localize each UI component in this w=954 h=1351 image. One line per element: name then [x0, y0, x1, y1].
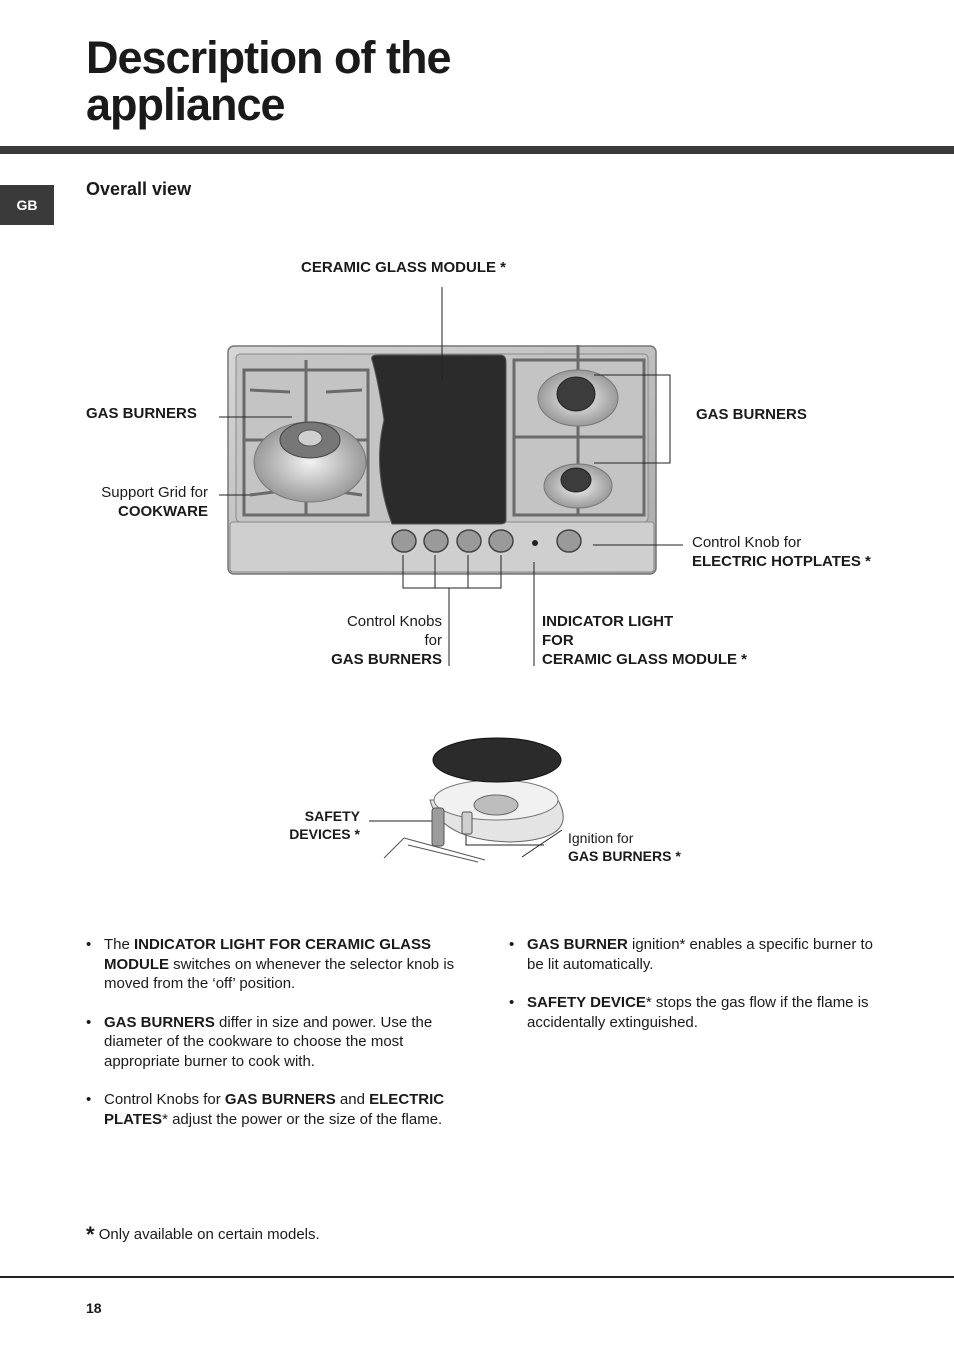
label-indicator-light-line-3: CERAMIC GLASS MODULE * — [542, 651, 748, 668]
label-support-grid — [60, 483, 208, 521]
bullet-bold-text: SAFETY DEVICE — [527, 994, 646, 1011]
label-ignition-line-1: Ignition for — [568, 830, 634, 846]
footnote-text: Only available on certain models. — [98, 1226, 320, 1243]
footnote-star: * — [86, 1222, 95, 1247]
label-support-grid-line-2: COOKWARE — [118, 503, 208, 520]
bullet-text: * stops the gas flow if the flame is accidentally extinguished. — [527, 994, 869, 1031]
label-control-knobs-gas-line-2: for — [424, 632, 442, 649]
label-control-knob-electric-line-1: Control Knob for — [692, 534, 802, 551]
label-control-knobs-gas-line-1: Control Knobs — [346, 613, 442, 630]
label-gas-burners-right: GAS BURNERS — [696, 406, 807, 423]
bullet-list-right — [509, 935, 889, 1051]
bullet-bold-text: INDICATOR LIGHT FOR CERAMIC GLASS MODULE — [104, 936, 431, 973]
ceramic-glass-module — [372, 355, 506, 524]
bullet-text: switches on whenever the selector knob is moved from the ‘off’ position. — [104, 955, 455, 992]
page-title-line-2: appliance — [86, 79, 285, 130]
left-gas-burners — [254, 422, 366, 502]
bullet-item — [86, 935, 466, 994]
bullet-bold-text: ELECTRIC PLATES — [104, 1091, 445, 1128]
burner-assembly — [384, 738, 563, 862]
label-indicator-light-line-2: FOR — [542, 632, 574, 649]
bullet-text: ignition* enables a specific burner to be lit automatically. — [527, 936, 873, 973]
language-tab: GB — [0, 185, 54, 225]
bullet-text: Control Knobs for — [104, 1091, 225, 1108]
label-ceramic-glass-module: CERAMIC GLASS MODULE * — [301, 259, 507, 276]
label-control-knob-electric — [692, 533, 871, 571]
label-control-knobs-gas-line-3: GAS BURNERS — [331, 651, 442, 668]
bullet-text: differ in size and power. Use the diameter of the cookware to choose the most appropriate burner to cook with. — [104, 1013, 433, 1070]
bullet-list-left — [86, 935, 466, 1148]
label-indicator-light-line-1: INDICATOR LIGHT — [542, 613, 674, 630]
label-safety-devices-line-2: DEVICES * — [289, 826, 360, 842]
bullet-text: * adjust the power or the size of the flame. — [162, 1110, 443, 1128]
label-control-knobs-gas — [290, 612, 442, 669]
bullet-bold-text: GAS BURNERS — [224, 1091, 336, 1108]
bullet-text: The — [104, 936, 135, 953]
bullet-item — [509, 935, 889, 974]
label-indicator-light — [542, 612, 747, 669]
label-control-knob-electric-line-2: ELECTRIC HOTPLATES * — [692, 553, 871, 570]
footnote — [86, 1222, 320, 1248]
footer-divider — [0, 1276, 954, 1278]
label-gas-burners-left: GAS BURNERS — [86, 405, 197, 422]
label-safety-devices-line-1: SAFETY — [304, 808, 360, 824]
label-safety-devices — [250, 807, 360, 843]
bullet-text: and — [335, 1091, 370, 1108]
bullet-item — [86, 1013, 466, 1072]
bullet-item — [509, 993, 889, 1032]
label-ignition — [568, 829, 681, 865]
bullet-bold-text: GAS BURNERS — [104, 1013, 215, 1031]
section-subtitle: Overall view — [86, 179, 192, 199]
label-ignition-line-2: GAS BURNERS * — [568, 848, 681, 864]
bullet-bold-text: GAS BURNER — [527, 936, 628, 953]
label-support-grid-line-1: Support Grid for — [101, 484, 208, 501]
indicator-light — [532, 540, 538, 546]
bullet-item — [86, 1090, 466, 1129]
page-number: 18 — [86, 1300, 102, 1316]
page-title-line-1: Description of the — [86, 32, 451, 83]
